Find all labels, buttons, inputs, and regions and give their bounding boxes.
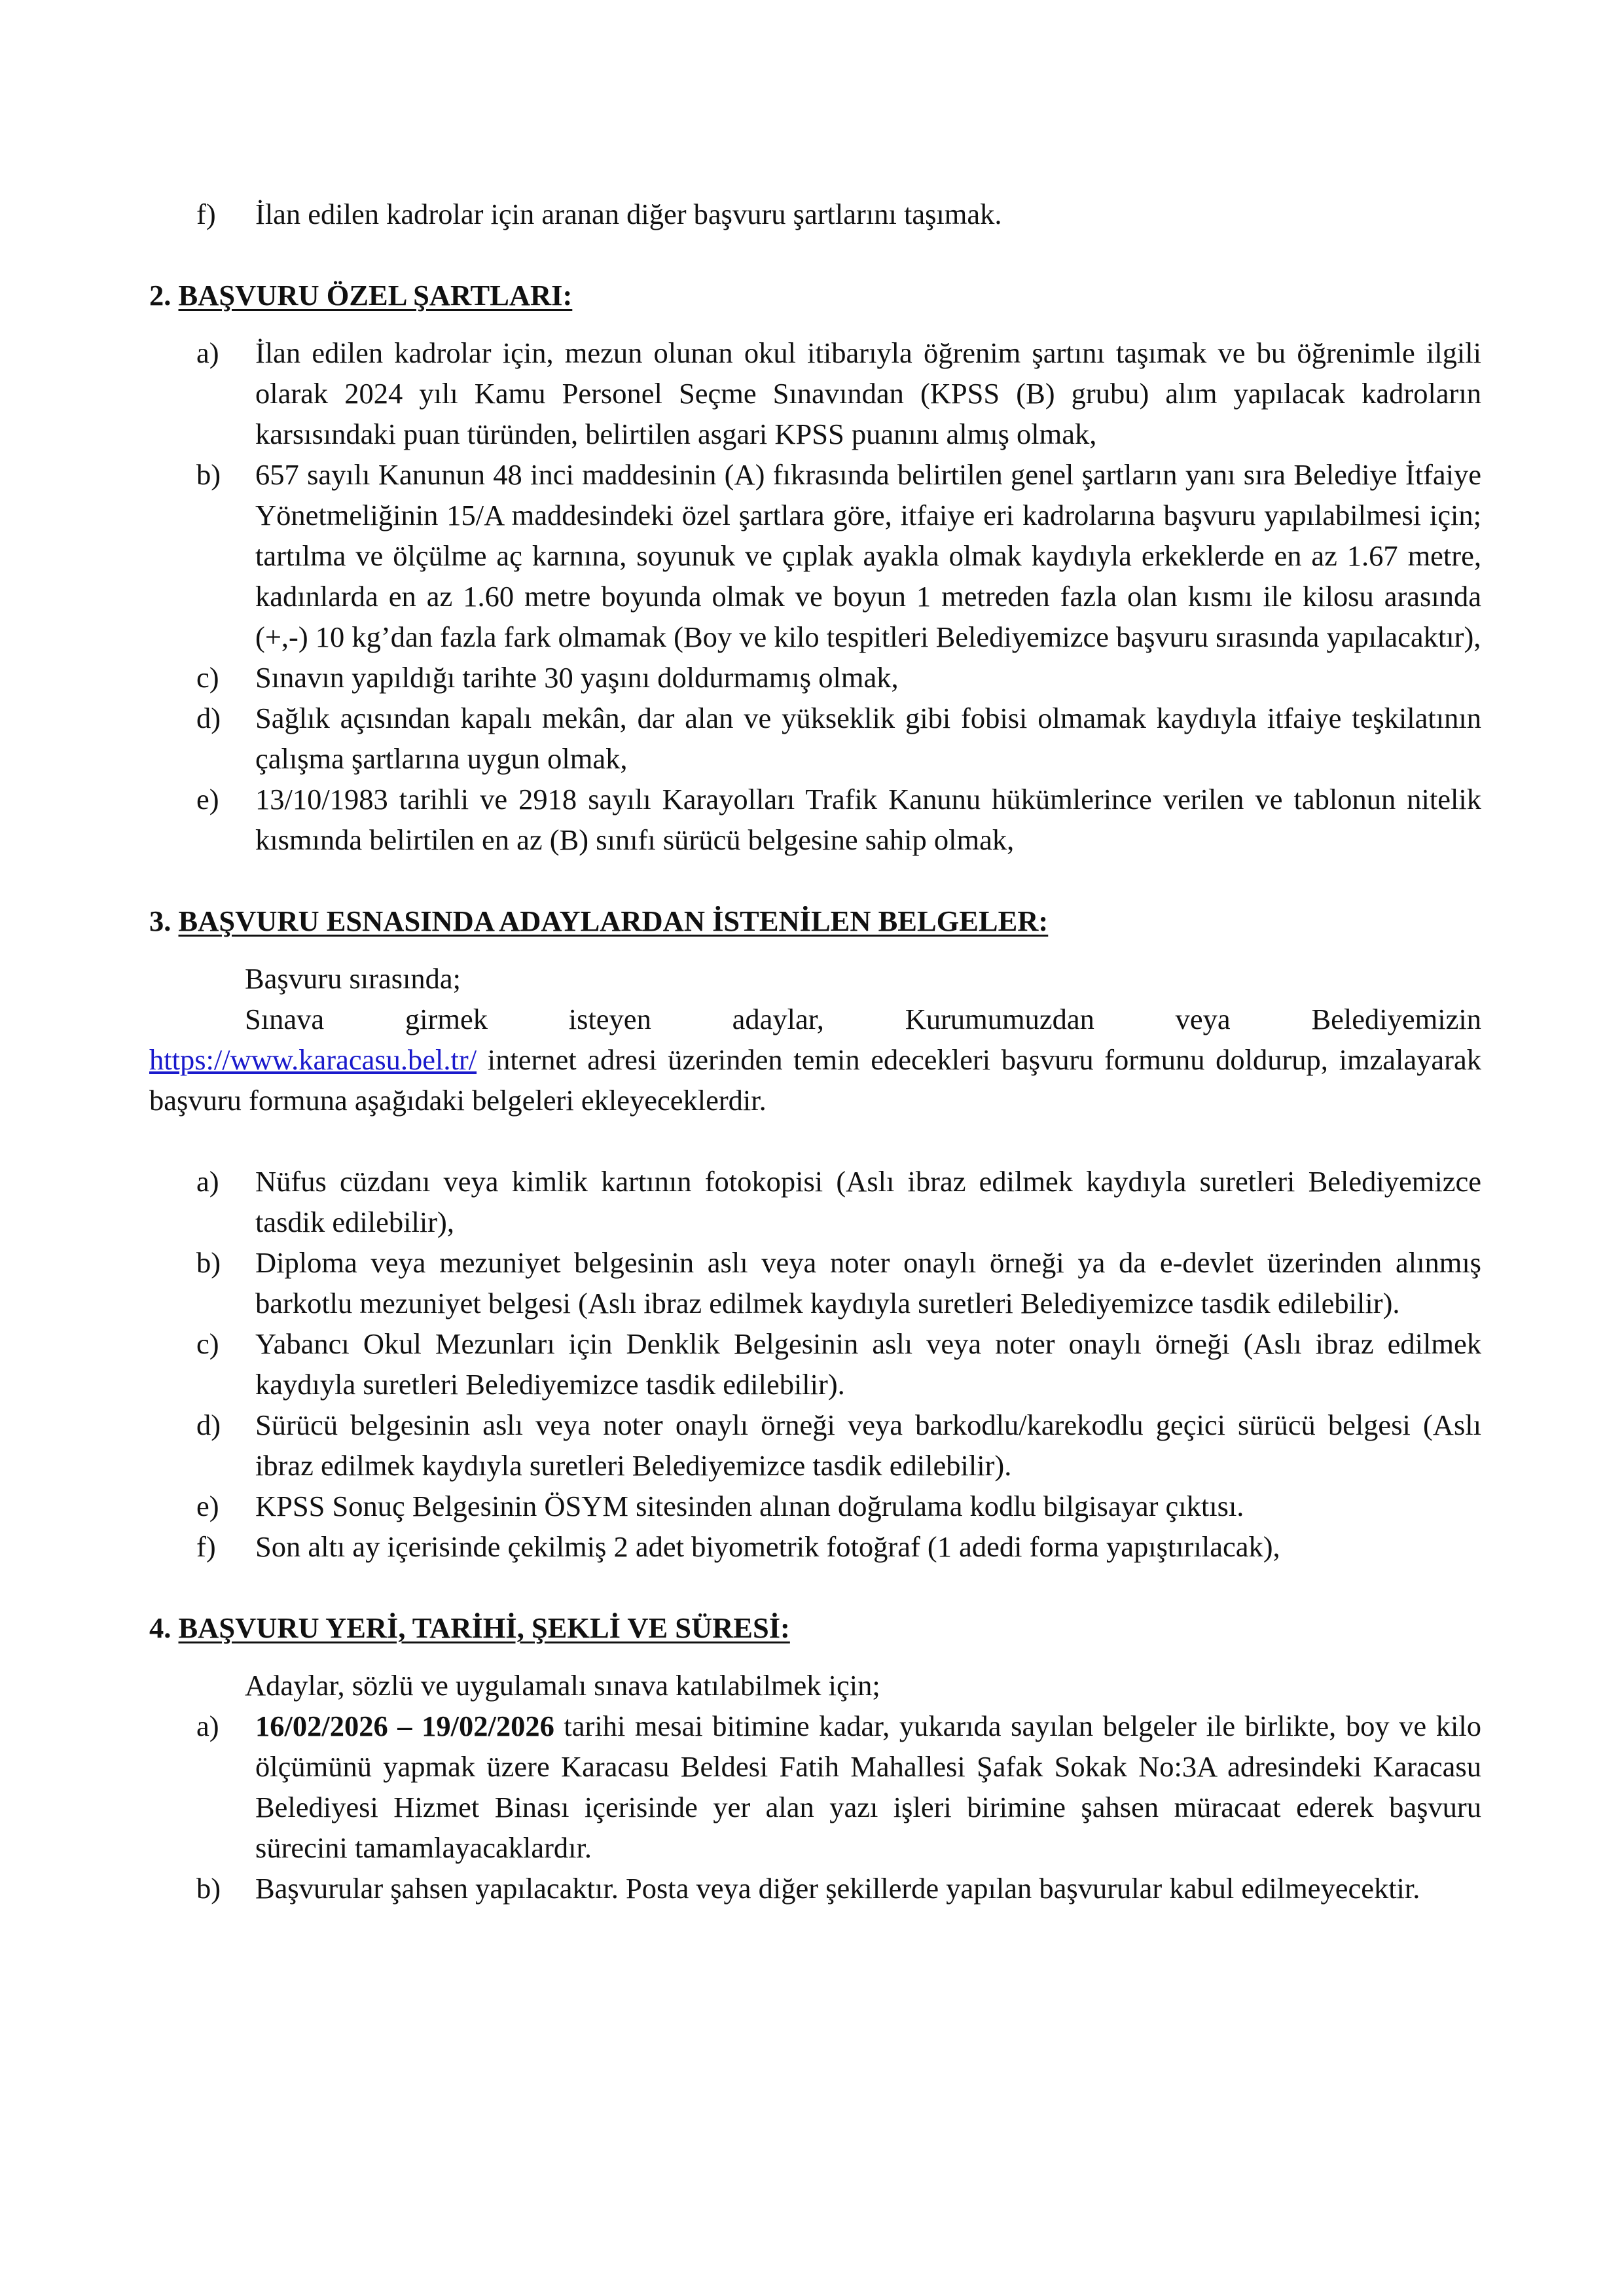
list-item: a) Nüfus cüzdanı veya kimlik kartının fotokopisi (Aslı ibraz edilmek kaydıyla suretleri Belediyemizce tasdik edilebilir), <box>196 1165 1481 1238</box>
list-item <box>149 194 1481 234</box>
section-2-list <box>149 332 1481 860</box>
list-item: a) 16/02/2026 – 19/02/2026 tarihi mesai bitimine kadar, yukarıda sayılan belgeler ile birlikte, boy ve kilo ölçümünü yapmak üzere Karacasu Beldesi Fatih Mahallesi Şafak Sokak No:3A adresindeki Karacasu Belediyesi Hizmet Binası içerisinde yer alan yazı işleri birimine şahsen müracaat ederek başvuru sürecini tamamlayacaklardır. <box>196 1710 1481 1864</box>
section-2-heading: 2. BAŞVURU ÖZEL ŞARTLARI: <box>149 279 573 312</box>
section-3-list <box>149 1161 1481 1567</box>
section-3-lead: Başvuru sırasında; <box>245 962 461 995</box>
list-item: d) Sürücü belgesinin aslı veya noter onaylı örneği veya barkodlu/karekodlu geçici sürücü belgesi (Aslı ibraz edilmek kaydıyla suretleri Belediyemizce tasdik edilebilir). <box>196 1408 1481 1482</box>
section-3-paragraph: https://www.karacasu.bel.tr/ internet adresi üzerinden temin edecekleri başvuru formunu doldurup, imzalayarak başvuru formuna aşağıdaki belgeleri ekleyeceklerdir. <box>149 1043 1481 1117</box>
list-item: b) Diploma veya mezuniyet belgesinin aslı veya noter onaylı örneği ya da e-devlet üzerinden alınmış barkotlu mezuniyet belgesi (Aslı ibraz edilmek kaydıyla suretleri Belediyemizce tasdik edilebilir). <box>196 1246 1481 1319</box>
list-marker: f) <box>196 198 216 230</box>
list-item: c) Sınavın yapıldığı tarihte 30 yaşını doldurmamış olmak, <box>196 661 899 694</box>
list-item: e) 13/10/1983 tarihli ve 2918 sayılı Karayolları Trafik Kanunu hükümlerince verilen ve tablonun nitelik kısmında belirtilen en az (B) sınıfı sürücü belgesine sahip olmak, <box>196 783 1481 856</box>
section-3-paragraph-line1: Sınava girmek isteyen adaylar, Kurumumuzdan veya Belediyemizin <box>245 1003 1481 1035</box>
list-item: e) KPSS Sonuç Belgesinin ÖSYM sitesinden alınan doğrulama kodlu bilgisayar çıktısı. <box>196 1490 1244 1522</box>
application-dates: 16/02/2026 – 19/02/2026 <box>255 1710 554 1742</box>
section-3-heading: 3. BAŞVURU ESNASINDA ADAYLARDAN İSTENİLEN BELGELER: <box>149 905 1049 937</box>
list-item: f) Son altı ay içerisinde çekilmiş 2 adet biyometrik fotoğraf (1 adedi forma yapıştırılacak), <box>196 1530 1280 1563</box>
list-item: c) Yabancı Okul Mezunları için Denklik Belgesinin aslı veya noter onaylı örneği (Aslı ibraz edilmek kaydıyla suretleri Belediyemizce tasdik edilebilir). <box>196 1327 1481 1401</box>
section-4-lead: Adaylar, sözlü ve uygulamalı sınava katılabilmek için; <box>245 1669 880 1702</box>
list-item: a) İlan edilen kadrolar için, mezun olunan okul itibarıyla öğrenim şartını taşımak ve bu öğrenimle ilgili olarak 2024 yılı Kamu Personel Seçme Sınavından (KPSS (B) grubu) alım yapılacak kadroların karsısındaki puan türünden, belirtilen asgari KPSS puanını almış olmak, <box>196 336 1481 450</box>
list-item: d) Sağlık açısından kapalı mekân, dar alan ve yükseklik gibi fobisi olmamak kaydıyla itfaiye teşkilatının çalışma şartlarına uygun olmak, <box>196 702 1481 775</box>
list-item: b) Başvurular şahsen yapılacaktır. Posta veya diğer şekillerde yapılan başvurular kabul edilmeyecektir. <box>196 1872 1420 1905</box>
website-link[interactable]: https://www.karacasu.bel.tr/ <box>149 1043 477 1076</box>
section-4-heading: 4. BAŞVURU YERİ, TARİHİ, ŞEKLİ VE SÜRESİ: <box>149 1611 790 1644</box>
list-item: b) 657 sayılı Kanunun 48 inci maddesinin (A) fıkrasında belirtilen genel şartların yanı sıra Belediye İtfaiye Yönetmeliğinin 15/A maddesindeki özel şartlara göre, itfaiye eri kadrolarına başvuru yapılabilmesi için; tartılma ve ölçülme aç karnına, soyunuk ve çıplak ayakla olmak kaydıyla erkeklerde en az 1.67 metre, kadınlarda en az 1.60 metre boyunda olmak ve boyun 1 metreden fazla olan kısmı ile kilosu arasında (+,-) 10 kg’dan fazla fark olmamak (Boy ve kilo tespitleri Belediyemizce başvuru sırasında yapılacaktır), <box>196 458 1481 653</box>
list-text: İlan edilen kadrolar için aranan diğer başvuru şartlarını taşımak. <box>255 198 1002 230</box>
